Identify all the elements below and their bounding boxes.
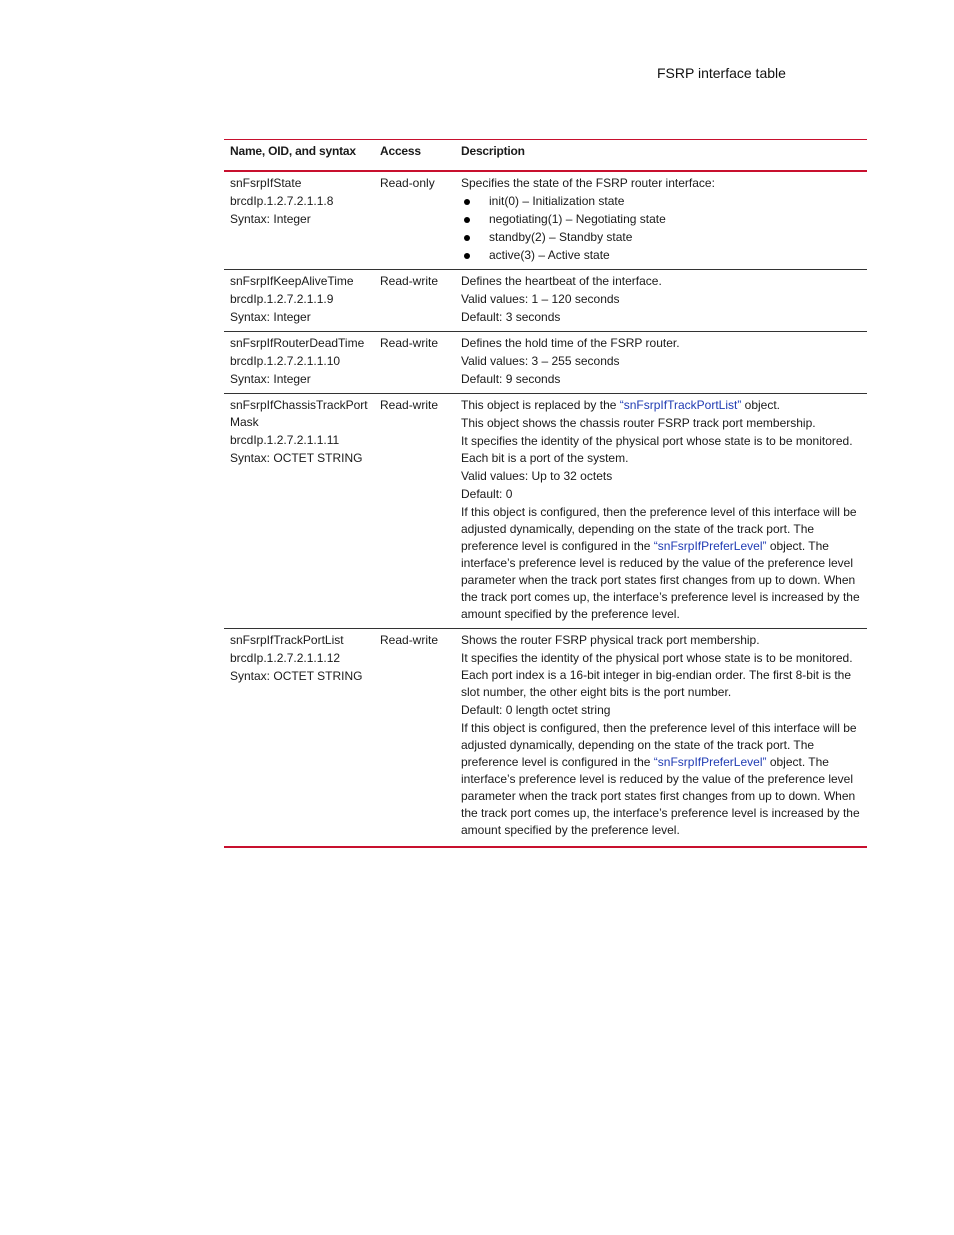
- object-syntax: Syntax: Integer: [230, 310, 311, 324]
- cell-name: [224, 332, 374, 394]
- description-text: [461, 504, 863, 623]
- description-fragment: object.: [741, 398, 781, 412]
- object-syntax: Syntax: Integer: [230, 212, 311, 226]
- object-oid: brcdIp.1.2.7.2.1.1.9: [230, 292, 334, 306]
- description-text: This object shows the chassis router FSRP track port membership.: [461, 416, 816, 430]
- cell-name: [224, 629, 374, 848]
- list-item-text: active(3) – Active state: [489, 248, 610, 262]
- description-text: Default: 9 seconds: [461, 372, 561, 386]
- fsrp-interface-table: [224, 139, 867, 848]
- cell-description: [455, 629, 867, 848]
- column-header-name: Name, OID, and syntax: [224, 140, 374, 172]
- object-syntax: Syntax: OCTET STRING: [230, 451, 363, 465]
- cell-description: [455, 270, 867, 332]
- cell-access: Read-write: [374, 332, 455, 394]
- running-header-title: FSRP interface table: [657, 65, 786, 81]
- description-fragment: This object is replaced by the: [461, 398, 620, 412]
- object-syntax: Syntax: OCTET STRING: [230, 669, 363, 683]
- column-header-access: Access: [374, 140, 455, 172]
- cell-access: Read-write: [374, 629, 455, 848]
- description-text: Defines the hold time of the FSRP router.: [461, 336, 680, 350]
- bullet-icon: [464, 217, 470, 223]
- cell-description: [455, 171, 867, 270]
- description-text: Default: 3 seconds: [461, 310, 561, 324]
- list-item: [461, 229, 863, 246]
- list-item: [461, 193, 863, 210]
- list-item-text: init(0) – Initialization state: [489, 194, 625, 208]
- object-oid: brcdIp.1.2.7.2.1.1.8: [230, 194, 334, 208]
- prefer-level-link[interactable]: “snFsrpIfPreferLevel”: [653, 755, 767, 769]
- cell-name: [224, 270, 374, 332]
- table-row: [224, 171, 867, 270]
- cell-name: [224, 171, 374, 270]
- table-row: [224, 270, 867, 332]
- cell-name: [224, 394, 374, 629]
- description-text: [461, 720, 863, 839]
- description-text: Shows the router FSRP physical track port membership.: [461, 633, 760, 647]
- description-text: [461, 397, 863, 414]
- list-item-text: negotiating(1) – Negotiating state: [489, 212, 666, 226]
- object-name: snFsrpIfChassisTrackPortMask: [230, 398, 368, 429]
- track-port-list-link[interactable]: “snFsrpIfTrackPortList”: [619, 398, 742, 412]
- list-item: [461, 247, 863, 264]
- object-oid: brcdIp.1.2.7.2.1.1.11: [230, 433, 340, 447]
- description-fragment: object. The interface’s preference level is reduced by the value of the preference level parameter when the track port states first changes from up to down. When the track port comes up, the interface’s preference level is increased by the amount specified by the preference level.: [461, 755, 860, 837]
- bullet-icon: [464, 199, 470, 205]
- table-row: [224, 629, 867, 848]
- cell-access: Read-write: [374, 394, 455, 629]
- list-item-text: standby(2) – Standby state: [489, 230, 633, 244]
- description-text: Specifies the state of the FSRP router interface:: [461, 176, 715, 190]
- object-name: snFsrpIfState: [230, 176, 302, 190]
- table-row: [224, 394, 867, 629]
- column-header-description: Description: [455, 140, 867, 172]
- bullet-icon: [464, 235, 470, 241]
- cell-access: Read-write: [374, 270, 455, 332]
- cell-description: [455, 394, 867, 629]
- object-oid: brcdIp.1.2.7.2.1.1.10: [230, 354, 341, 368]
- list-item: [461, 211, 863, 228]
- description-fragment: object. The interface’s preference level is reduced by the value of the preference level parameter when the track port states first changes from up to down. When the track port comes up, the interface’s preference level is increased by the amount specified by the preference level.: [461, 539, 860, 621]
- object-name: snFsrpIfRouterDeadTime: [230, 336, 365, 350]
- object-name: snFsrpIfTrackPortList: [230, 633, 344, 647]
- bullet-icon: [464, 253, 470, 259]
- object-syntax: Syntax: Integer: [230, 372, 311, 386]
- table-row: [224, 332, 867, 394]
- description-text: Default: 0 length octet string: [461, 703, 611, 717]
- state-list: [461, 193, 863, 264]
- description-fragment: If this object is configured, then the preference level of this interface will be adjusted dynamically, depending on the state of the track port. The preference level is configured in the: [461, 505, 857, 553]
- description-text: It specifies the identity of the physical port whose state is to be monitored. Each port index is a 16-bit integer in big-endian order. The first 8-bit is the slot number, the other eight bits is the port number.: [461, 651, 853, 699]
- cell-access: Read-only: [374, 171, 455, 270]
- description-text: Valid values: 1 – 120 seconds: [461, 292, 620, 306]
- prefer-level-link[interactable]: “snFsrpIfPreferLevel”: [653, 539, 767, 553]
- object-oid: brcdIp.1.2.7.2.1.1.12: [230, 651, 341, 665]
- cell-description: [455, 332, 867, 394]
- table-header-row: [224, 140, 867, 172]
- description-text: Valid values: 3 – 255 seconds: [461, 354, 620, 368]
- object-name: snFsrpIfKeepAliveTime: [230, 274, 354, 288]
- description-text: It specifies the identity of the physical port whose state is to be monitored. Each bit is a port of the system.: [461, 434, 853, 465]
- description-text: Valid values: Up to 32 octets: [461, 469, 613, 483]
- description-text: Default: 0: [461, 487, 513, 501]
- description-fragment: If this object is configured, then the preference level of this interface will be adjusted dynamically, depending on the state of the track port. The preference level is configured in the: [461, 721, 857, 769]
- description-text: Defines the heartbeat of the interface.: [461, 274, 662, 288]
